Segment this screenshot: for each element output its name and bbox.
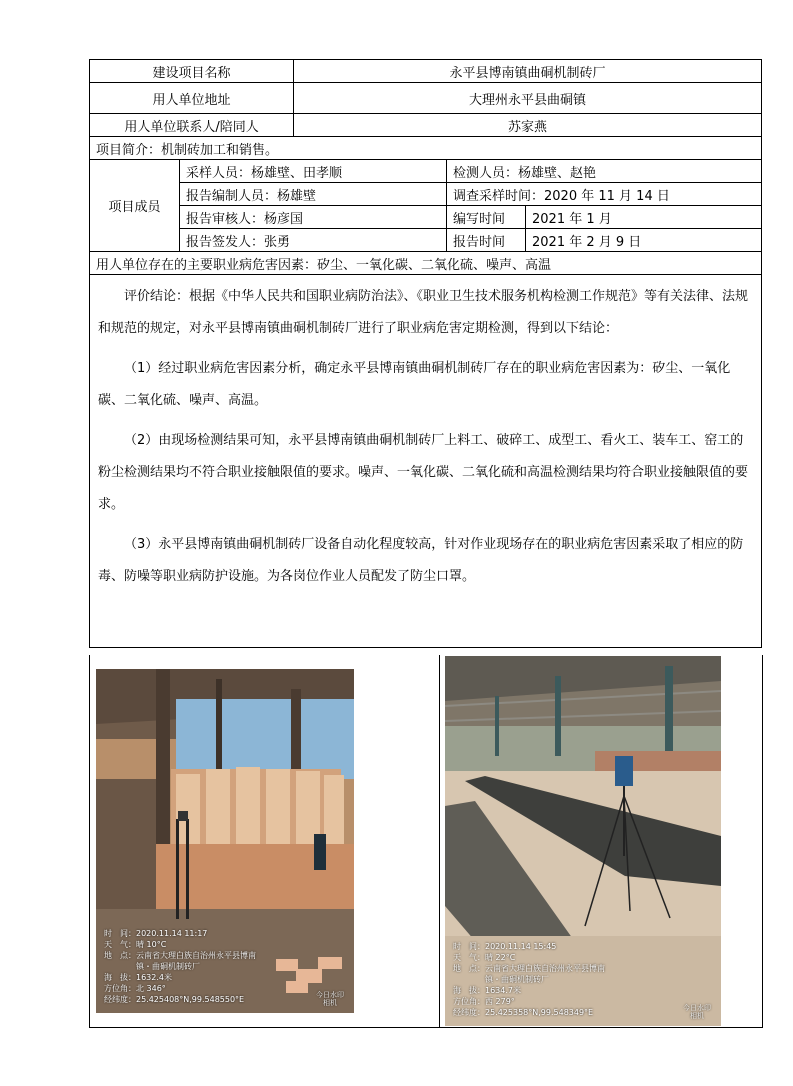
watermark-line1: 今日水印 <box>316 991 344 999</box>
photo-watermark-1 <box>316 991 344 1007</box>
contact: 苏家燕 <box>294 114 762 137</box>
survey-time: 调查采样时间：2020 年 11 月 14 日 <box>447 183 762 206</box>
conclusion-paragraph-3: （2）由现场检测结果可知，永平县博南镇曲硐机制砖厂上料工、破碎工、成型工、看火工、装车工、窑工的粉尘检测结果均不符合职业接触限值的要求。噪声、一氧化碳、二氧化硫和高温检测结果均符合职业接触限值的要求。 <box>98 433 749 512</box>
photo-stamp-2 <box>453 941 605 1018</box>
address: 大理州永平县曲硐镇 <box>294 83 762 114</box>
evaluation-conclusion <box>90 275 762 648</box>
project-name-label: 建设项目名称 <box>90 60 294 83</box>
photo-watermark-2 <box>683 1004 711 1020</box>
photo-divider <box>439 655 440 1027</box>
members-label: 项目成员 <box>90 160 180 252</box>
stamp-place-line1: 地 点：云南省大理白族自治州永平县博南 <box>104 951 256 960</box>
conclusion-paragraph-4: （3）永平县博南镇曲硐机制砖厂设备自动化程度较高，针对作业现场存在的职业病危害因素采取了相应的防毒、防噪等职业病防护设施。为各岗位作业人员配发了防尘口罩。 <box>98 537 744 584</box>
stamp-place-line2: 镇・曲硐机制砖厂 <box>453 975 549 984</box>
testing-staff: 检测人员：杨雄壁、赵艳 <box>447 160 762 183</box>
conclusion-paragraph-2: （1）经过职业病危害因素分析，确定永平县博南镇曲硐机制砖厂存在的职业病危害因素为：矽尘、一氧化碳、二氧化硫、噪声、高温。 <box>98 361 731 408</box>
report-reviewer: 报告审核人：杨彦国 <box>180 206 447 229</box>
stamp-place-line2: 镇・曲硐机制砖厂 <box>104 962 200 971</box>
stamp-time: 时 间：2020.11.14 11:17 <box>104 929 208 938</box>
report-issuer: 报告签发人：张勇 <box>180 229 447 252</box>
site-photo-kiln <box>96 669 354 1013</box>
report-time-label: 报告时间 <box>447 229 526 252</box>
conclusion-paragraph-1: 评价结论：根据《中华人民共和国职业病防治法》、《职业卫生技术服务机构检测工作规范》等有关法律、法规和规范的规定，对永平县博南镇曲硐机制砖厂进行了职业病危害定期检测，得到以下结论： <box>98 289 749 336</box>
stamp-place-line1: 地 点：云南省大理白族自治州永平县博南 <box>453 964 605 973</box>
stamp-bearing: 方位角：北 346° <box>104 984 166 993</box>
hazard-factors: 用人单位存在的主要职业病危害因素：矽尘、一氧化碳、二氧化硫、噪声、高温 <box>90 252 762 275</box>
site-photo-field <box>445 656 721 1026</box>
sampling-staff: 采样人员：杨雄壁、田孝顺 <box>180 160 447 183</box>
project-intro: 项目简介：机制砖加工和销售。 <box>90 137 762 160</box>
project-name: 永平县博南镇曲硐机制砖厂 <box>294 60 762 83</box>
stamp-time: 时 间：2020.11.14 15:45 <box>453 942 557 951</box>
watermark-line1: 今日水印 <box>683 1004 711 1012</box>
report-time: 2021 年 2 月 9 日 <box>526 229 762 252</box>
stamp-weather: 天 气：晴 22°C <box>453 953 516 962</box>
write-time: 2021 年 1 月 <box>526 206 762 229</box>
stamp-coords: 经纬度：25.425408°N,99.548550°E <box>104 995 245 1004</box>
project-info-table <box>89 59 762 648</box>
stamp-altitude: 海 拔：1632.4米 <box>104 973 172 982</box>
contact-label: 用人单位联系人/陪同人 <box>90 114 294 137</box>
stamp-weather: 天 气：晴 10°C <box>104 940 167 949</box>
photo-stamp-1 <box>104 928 256 1005</box>
stamp-coords: 经纬度：25.425358°N,99.548349°E <box>453 1008 594 1017</box>
report-editor: 报告编制人员：杨雄壁 <box>180 183 447 206</box>
watermark-line2: 相机 <box>690 1012 704 1020</box>
stamp-altitude: 海 拔：1634.7米 <box>453 986 521 995</box>
stamp-bearing: 方位角：西 279° <box>453 997 515 1006</box>
watermark-line2: 相机 <box>323 999 337 1007</box>
address-label: 用人单位地址 <box>90 83 294 114</box>
write-time-label: 编写时间 <box>447 206 526 229</box>
